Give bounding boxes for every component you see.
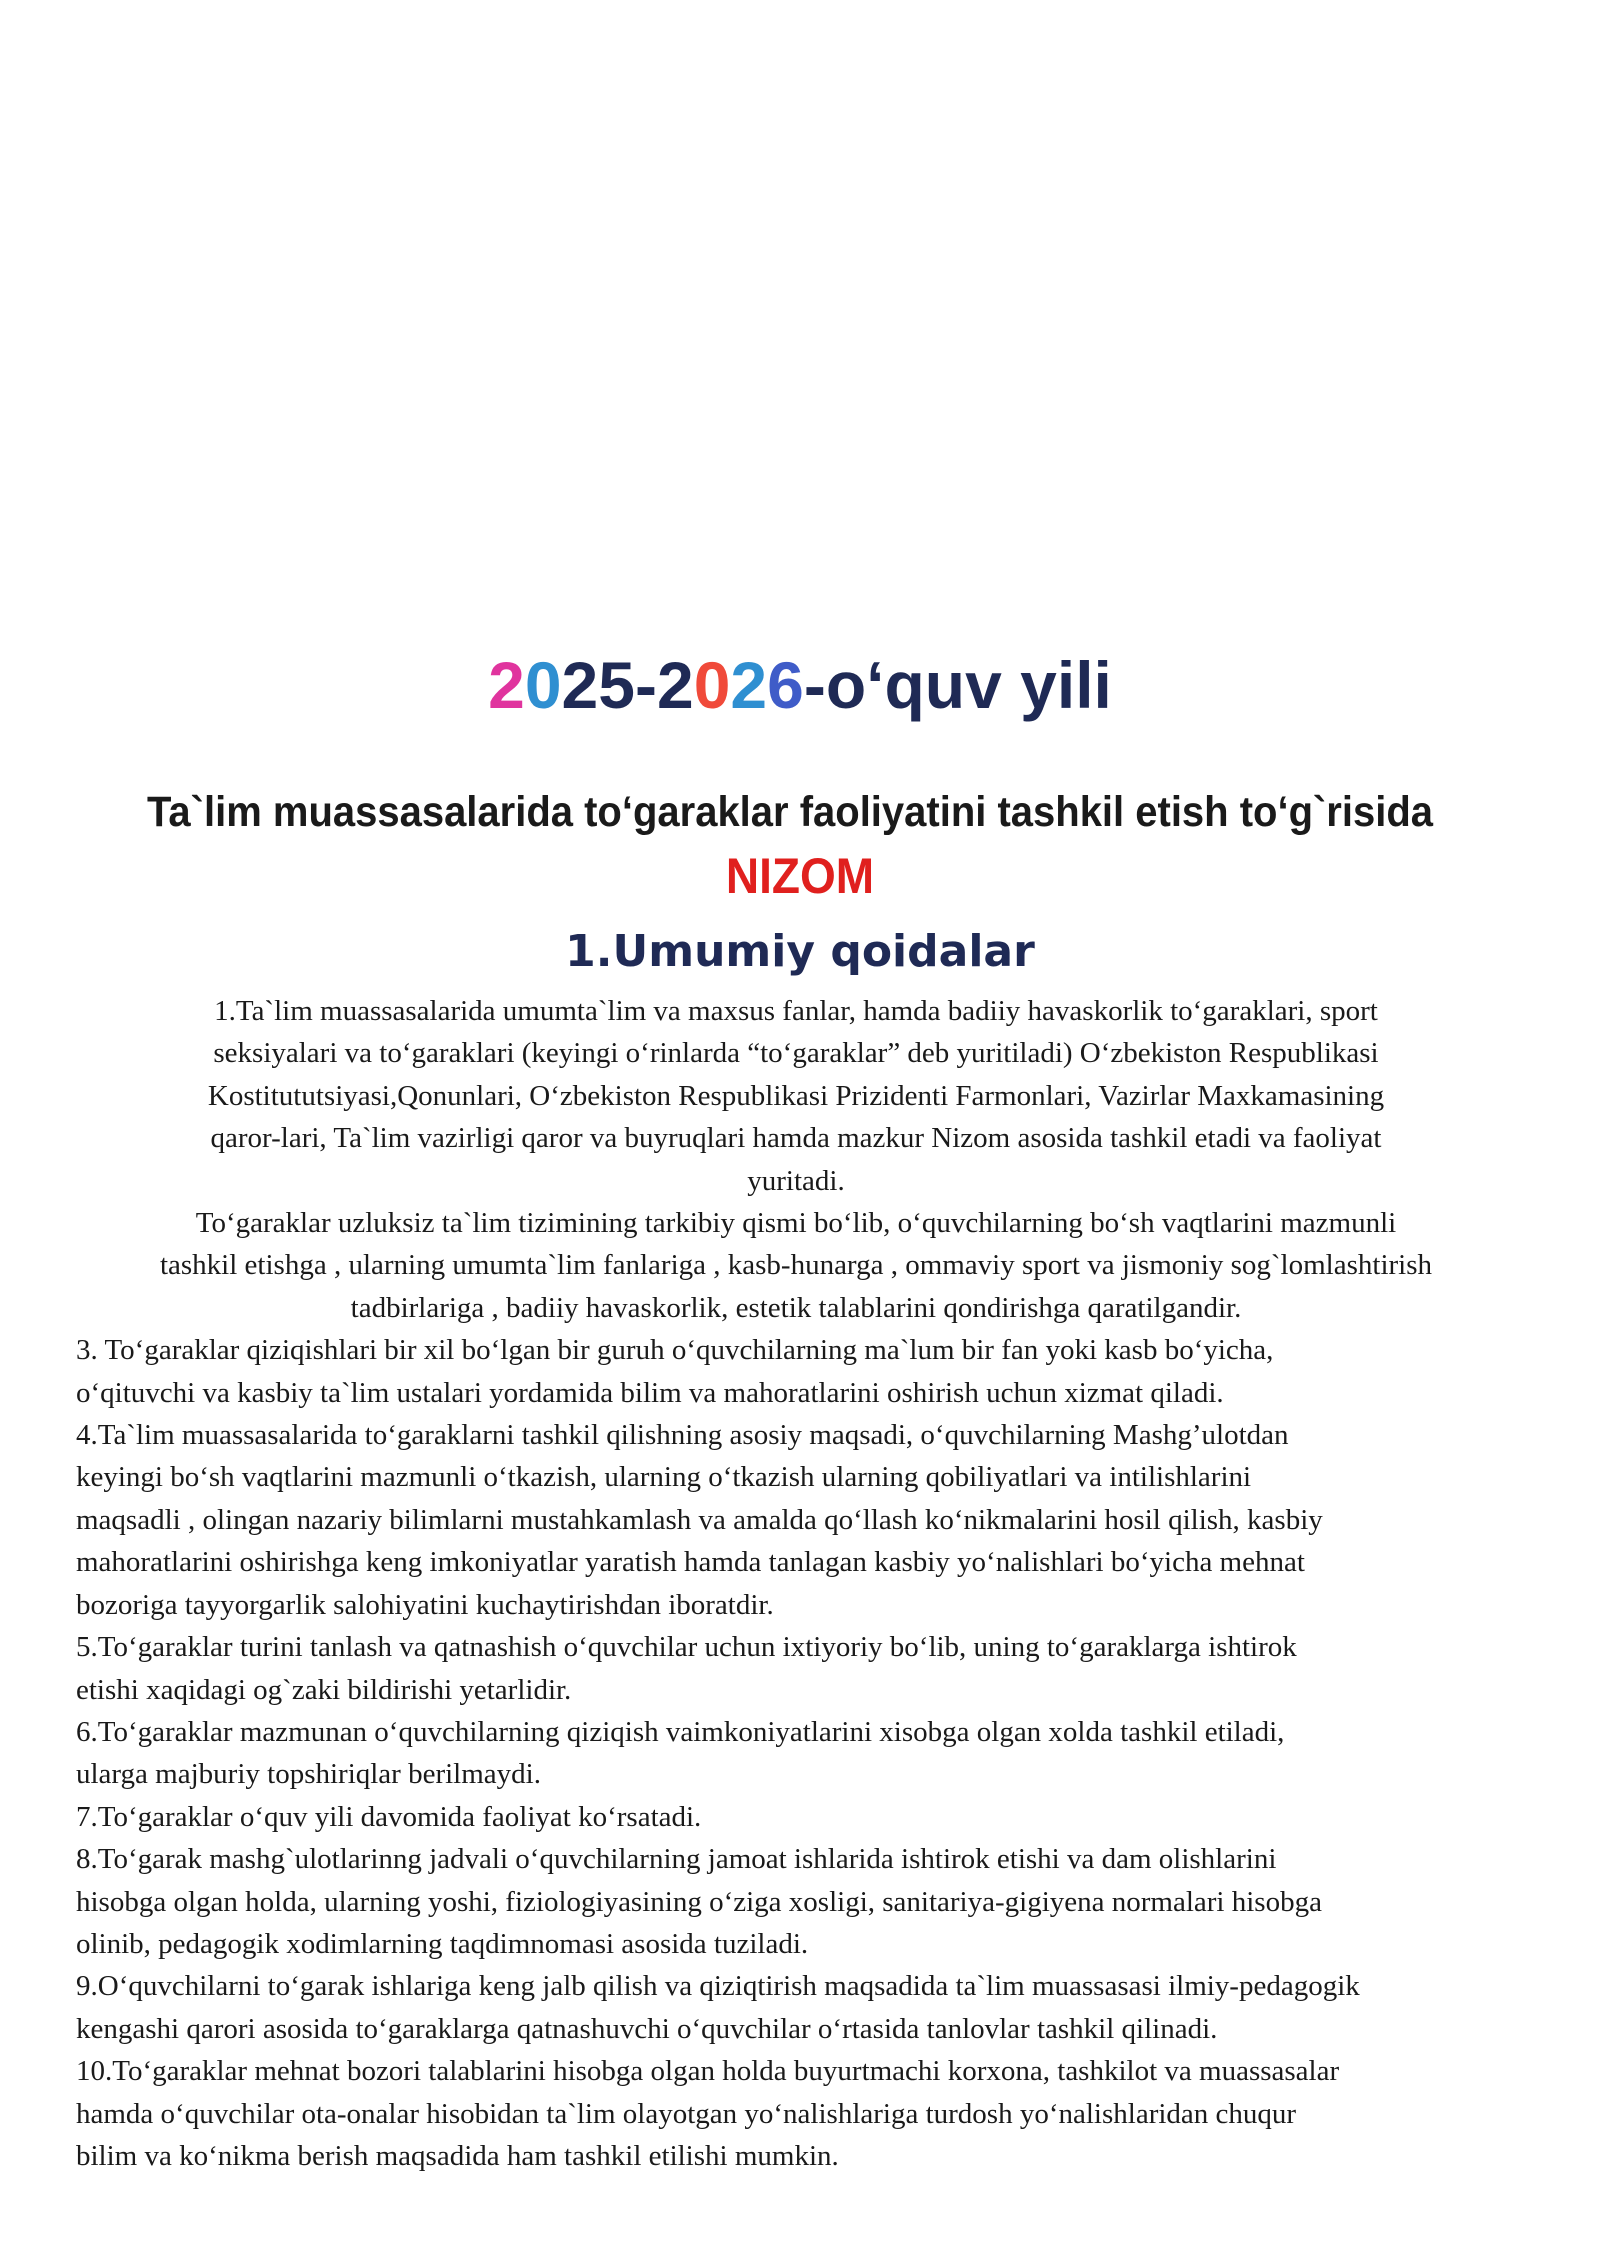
- text-line: bozoriga tayyorgarlik salohiyatini kuchaytirishdan iboratdir.: [76, 1588, 774, 1621]
- text-line: hisobga olgan holda, ularning yoshi, fiziologiyasining o‘ziga xosligi, sanitariya-gigiyena normalari hisobga: [76, 1885, 1322, 1918]
- paragraph-10: [76, 2050, 1516, 2177]
- paragraph-3: [76, 1329, 1516, 1414]
- text-line: yuritadi.: [747, 1164, 845, 1197]
- text-line: 9.O‘quvchilarni to‘garak ishlariga keng jalb qilish va qiziqtirish maqsadida ta`lim muassasasi ilmiy-pedagogik: [76, 1970, 1360, 2003]
- text-line: 4.Ta`lim muassasalarida to‘garaklarni tashkil qilishning asosiy maqsadi, o‘quvchilarning Mashg’ulotdan: [76, 1419, 1289, 1452]
- text-line: o‘qituvchi va kasbiy ta`lim ustalari yordamida bilim va mahoratlarini oshirish uchun xizmat qiladi.: [76, 1376, 1224, 1409]
- paragraph-5: [76, 1626, 1516, 1711]
- text-line: 6.To‘garaklar mazmunan o‘quvchilarning qiziqish vaimkoniyatlarini xisobga olgan xolda tashkil etiladi,: [76, 1715, 1285, 1748]
- text-line: 1.Ta`lim muassasalarida umumta`lim va maxsus fanlar, hamda badiiy havaskorlik to‘garaklari, sport: [214, 995, 1378, 1027]
- text-line: 7.To‘garaklar o‘quv yili davomida faoliyat ko‘rsatadi.: [76, 1800, 702, 1833]
- text-line: Kostitututsiyasi,Qonunlari, O‘zbekiston Respublikasi Prizidenti Farmonlari, Vazirlar Maxkamasining: [207, 1079, 1385, 1112]
- text-line: bilim va ko‘nikma berish maqsadida ham tashkil etilishi mumkin.: [76, 2139, 839, 2172]
- text-line: qaror-lari, Ta`lim vazirligi qaror va buyruqlari hamda mazkur Nizom asosida tashkil etadi va faoliyat: [210, 1122, 1382, 1155]
- text-line: etishi xaqidagi og`zaki bildirishi yetarlidir.: [76, 1673, 572, 1706]
- year-digit: 2: [561, 648, 599, 722]
- year-suffix: -o‘quv yili: [803, 648, 1112, 722]
- year-digit: 2: [488, 648, 525, 722]
- text-line: hamda o‘quvchilar ota-onalar hisobidan ta`lim olayotgan yo‘nalishlariga turdosh yo‘nalishlaridan chuqur: [76, 2097, 1297, 2130]
- text-line: 5.To‘garaklar turini tanlash va qatnashish o‘quvchilar uchun ixtiyoriy bo‘lib, uning to‘garaklarga ishtirok: [76, 1631, 1297, 1664]
- year-digit: 2: [730, 648, 768, 722]
- text-line: maqsadli , olingan nazariy bilimlarni mustahkamlash va amalda qo‘llash ko‘nikmalarini hosil qilish, kasbiy: [76, 1503, 1323, 1536]
- text-line: kengashi qarori asosida to‘garaklarga qatnashuvchi o‘quvchilar o‘rtasida tanlovlar tashkil qilinadi.: [76, 2012, 1218, 2045]
- text-line: 10.To‘garaklar mehnat bozori talablarini hisobga olgan holda buyurtmachi korxona, tashkilot va muassasalar: [76, 2055, 1340, 2088]
- text-line: To‘garaklar uzluksiz ta`lim tizimining tarkibiy qismi bo‘lib, o‘quvchilarning bo‘sh vaqtlarini mazmunli: [195, 1207, 1397, 1240]
- paragraph-8: [76, 1838, 1516, 1965]
- text-line: ularga majburiy topshiriqlar berilmaydi.: [76, 1758, 541, 1791]
- text-line: 8.To‘garak mashg`ulotlarinng jadvali o‘quvchilarning jamoat ishlarida ishtirok etishi va dam olishlarini: [76, 1843, 1277, 1876]
- year-digit: 0: [693, 648, 731, 722]
- text-line: mahoratlarini oshirishga keng imkoniyatlar yaratish hamda tanlagan kasbiy yo‘nalishlari bo‘yicha mehnat: [76, 1546, 1305, 1579]
- paragraph-1: [76, 990, 1516, 1202]
- paragraph-9: [76, 1965, 1516, 2050]
- academic-year-title: [0, 640, 1600, 730]
- text-line: olinib, pedagogik xodimlarning taqdimnomasi asosida tuziladi.: [76, 1927, 809, 1960]
- section-title: 1.Umumiy qoidalar: [565, 926, 1035, 977]
- document-heading: Ta`lim muassasalarida to‘garaklar faoliyatini tashkil etish to‘g`risida: [146, 788, 1434, 836]
- text-line: tadbirlariga , badiiy havaskorlik, estetik talablarini qondirishga qaratilgandir.: [350, 1291, 1242, 1324]
- year-dash: -: [634, 648, 657, 722]
- text-line: 3. To‘garaklar qiziqishlari bir xil bo‘lgan bir guruh o‘quvchilarning ma`lum bir fan yoki kasb bo‘yicha,: [76, 1334, 1274, 1367]
- year-digit: 5: [598, 648, 635, 722]
- year-digit: 6: [767, 648, 804, 722]
- paragraph-4: [76, 1414, 1516, 1626]
- text-line: tashkil etishga , ularning umumta`lim fanlariga , kasb-hunarga , ommaviy sport va jismoniy sog`lomlashtirish: [159, 1249, 1433, 1282]
- text-line: seksiyalari va to‘garaklari (keyingi o‘rinlarda “to‘garaklar” deb yuritiladi) O‘zbekiston Respublikasi: [213, 1037, 1379, 1070]
- document-title: NIZOM: [725, 848, 875, 904]
- paragraph-2: [76, 1202, 1516, 1329]
- paragraph-6: [76, 1711, 1516, 1796]
- paragraph-7: [76, 1796, 1516, 1838]
- year-digit: 0: [524, 648, 562, 722]
- year-digit: 2: [656, 648, 694, 722]
- document-body: [76, 990, 1516, 2177]
- text-line: keyingi bo‘sh vaqtlarini mazmunli o‘tkazish, ularning o‘tkazish ularning qobiliyatlari va intilishlarini: [76, 1461, 1252, 1494]
